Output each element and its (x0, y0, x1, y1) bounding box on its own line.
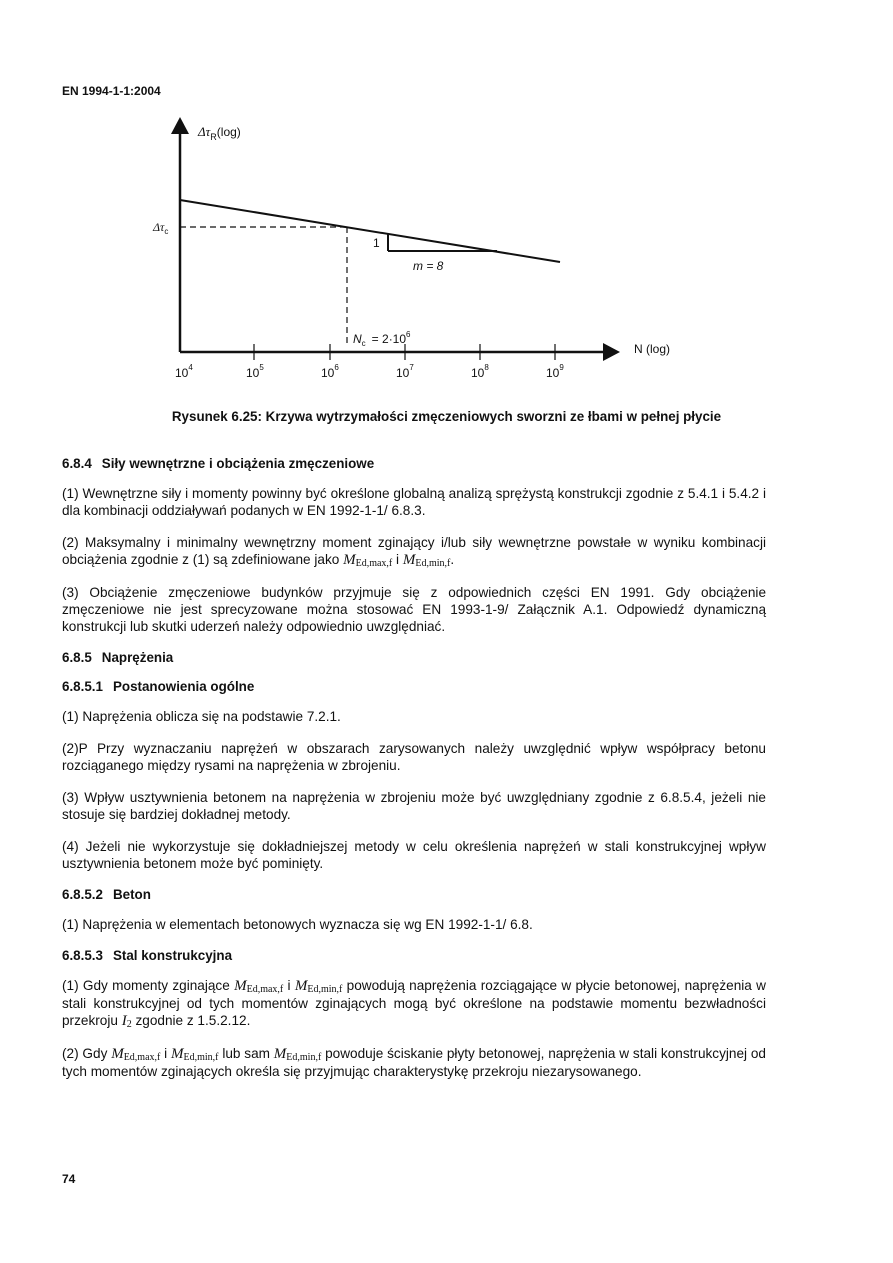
tick-label: $10^5$ (246, 363, 264, 380)
paragraph: (4) Jeżeli nie wykorzystuje się dokładniejszej metody w celu określenia naprężeń w stali konstrukcyjnej wpływ usztywnienia betonem może być pominięty. (62, 839, 766, 871)
paragraph: (1) Wewnętrzne siły i momenty powinny być określone globalną analizą sprężystą konstrukcji zgodnie z 5.4.1 i 5.4.2 i dla kombinacji oddziaływań podanych w EN 1992-1-1/ 6.8.3. (62, 486, 766, 518)
math-m-ed-min-f: $M_{Ed,min,f}$ (402, 552, 451, 569)
tick-label: $10^9$ (546, 363, 564, 380)
y-axis-subscript: R (210, 132, 217, 142)
math-m-ed-min-f: $M_{Ed,min,f}$ (273, 1046, 322, 1063)
y-axis-arrow (171, 117, 189, 134)
document-body (62, 456, 766, 1095)
paragraph: (3) Wpływ usztywnienia betonem na naprężenia w zbrojeniu może być uwzględniany zgodnie z 6.8.5.4, jeżeli nie stosuje się bardziej dokładnej metody. (62, 790, 766, 822)
nc-label (353, 330, 411, 348)
fatigue-strength-curve-figure (0, 0, 893, 400)
delta-tau-c-subscript: c (164, 227, 169, 236)
figure-caption: Rysunek 6.25: Krzywa wytrzymałości zmęczeniowych sworzni ze łbami w pełnej płycie (171, 409, 722, 424)
y-axis-symbol: Δτ (198, 124, 211, 139)
section-heading-6-8-5: 6.8.5 Naprężenia (62, 650, 174, 665)
math-m-ed-max-f: $M_{Ed,max,f}$ (111, 1046, 161, 1063)
paragraph: (1) Gdy momenty zginające $M_{Ed,max,f}$ i $M_{Ed,min,f}$ powodują naprężenia rozciągające w płycie betonowej, naprężenia w stali konstrukcyjnej od tych momentów zginających mogą być określone na podstawie momentu bezwładności przekroju $I_2$ zgodnie z 1.5.2.12. (62, 978, 766, 1030)
fatigue-curve (180, 200, 560, 262)
tick-label: $10^8$ (471, 363, 489, 380)
math-m-ed-min-f: $M_{Ed,min,f}$ (171, 1046, 219, 1063)
section-heading-6-8-5-1: 6.8.5.1 Postanowienia ogólne (62, 679, 255, 694)
paragraph: (2) Gdy $M_{Ed,max,f}$ i $M_{Ed,min,f}$ lub sam $M_{Ed,min,f}$ powoduje ściskanie płyty betonowej, naprężenia w stali konstrukcyjnej od tych momentów zginających określa się przyjmując charakterystykę przekroju niezarysowanego. (62, 1046, 766, 1079)
section-heading-6-8-5-2: 6.8.5.2 Beton (62, 887, 151, 902)
y-axis-label (197, 124, 241, 142)
math-i2: $I_2$ (121, 1013, 132, 1030)
paragraph: (3) Obciążenie zmęczeniowe budynków przyjmuje się z odpowiednich części EN 1991. Gdy obciążenie zmęczeniowe nie jest sprecyzowane można stosować EN 1993-1-9/ Załącznik A.1. Odpowiedź dynamiczną konstrukcji lub skutki uderzeń należy odpowiednio uwzględniać. (62, 585, 766, 634)
y-axis-suffix: (log) (216, 125, 241, 139)
tick-label: $10^7$ (396, 363, 414, 380)
delta-tau-c-label (152, 220, 168, 236)
section-heading-6-8-5-3: 6.8.5.3 Stal konstrukcyjna (62, 948, 233, 963)
slope-label: m = 8 (413, 259, 444, 273)
tick-label: $10^6$ (321, 363, 339, 380)
paragraph: (2)P Przy wyznaczaniu naprężeń w obszarach zarysowanych należy uwzględnić wpływ współpracy betonu rozciąganego między rysami na naprężenia w zbrojeniu. (62, 741, 766, 773)
x-axis-tick-labels (175, 363, 564, 380)
slope-rise-label: 1 (373, 236, 380, 250)
x-axis-label: N (log) (634, 342, 671, 356)
nc-exponent: 6 (406, 330, 411, 339)
paragraph: (2) Maksymalny i minimalny wewnętrzny moment zginający i/lub siły wewnętrzne powstałe w wyniku kombinacji obciążenia zgodnie z (1) są zdefiniowane jako $M_{Ed,max,f}$ i $M_{Ed,min,f}$. (62, 535, 766, 569)
tick-label: $10^4$ (175, 363, 193, 380)
nc-symbol: N (353, 332, 362, 346)
math-m-ed-max-f: $M_{Ed,max,f}$ (343, 552, 393, 569)
page-number: 74 (62, 1172, 76, 1186)
section-heading-6-8-4: 6.8.4 Siły wewnętrzne i obciążenia zmęczeniowe (62, 456, 375, 471)
x-axis-arrow (603, 343, 620, 361)
nc-subscript: c (361, 339, 366, 348)
delta-tau-c-symbol: Δτ (153, 220, 165, 234)
document-header: EN 1994-1-1:2004 (62, 84, 161, 98)
math-m-ed-min-f: $M_{Ed,min,f}$ (294, 978, 343, 995)
paragraph: (1) Naprężenia w elementach betonowych wyznacza się wg EN 1992-1-1/ 6.8. (62, 917, 533, 932)
nc-value: = 2·10 (371, 332, 407, 346)
math-m-ed-max-f: $M_{Ed,max,f}$ (234, 978, 284, 995)
paragraph: (1) Naprężenia oblicza się na podstawie 7.2.1. (62, 709, 341, 724)
